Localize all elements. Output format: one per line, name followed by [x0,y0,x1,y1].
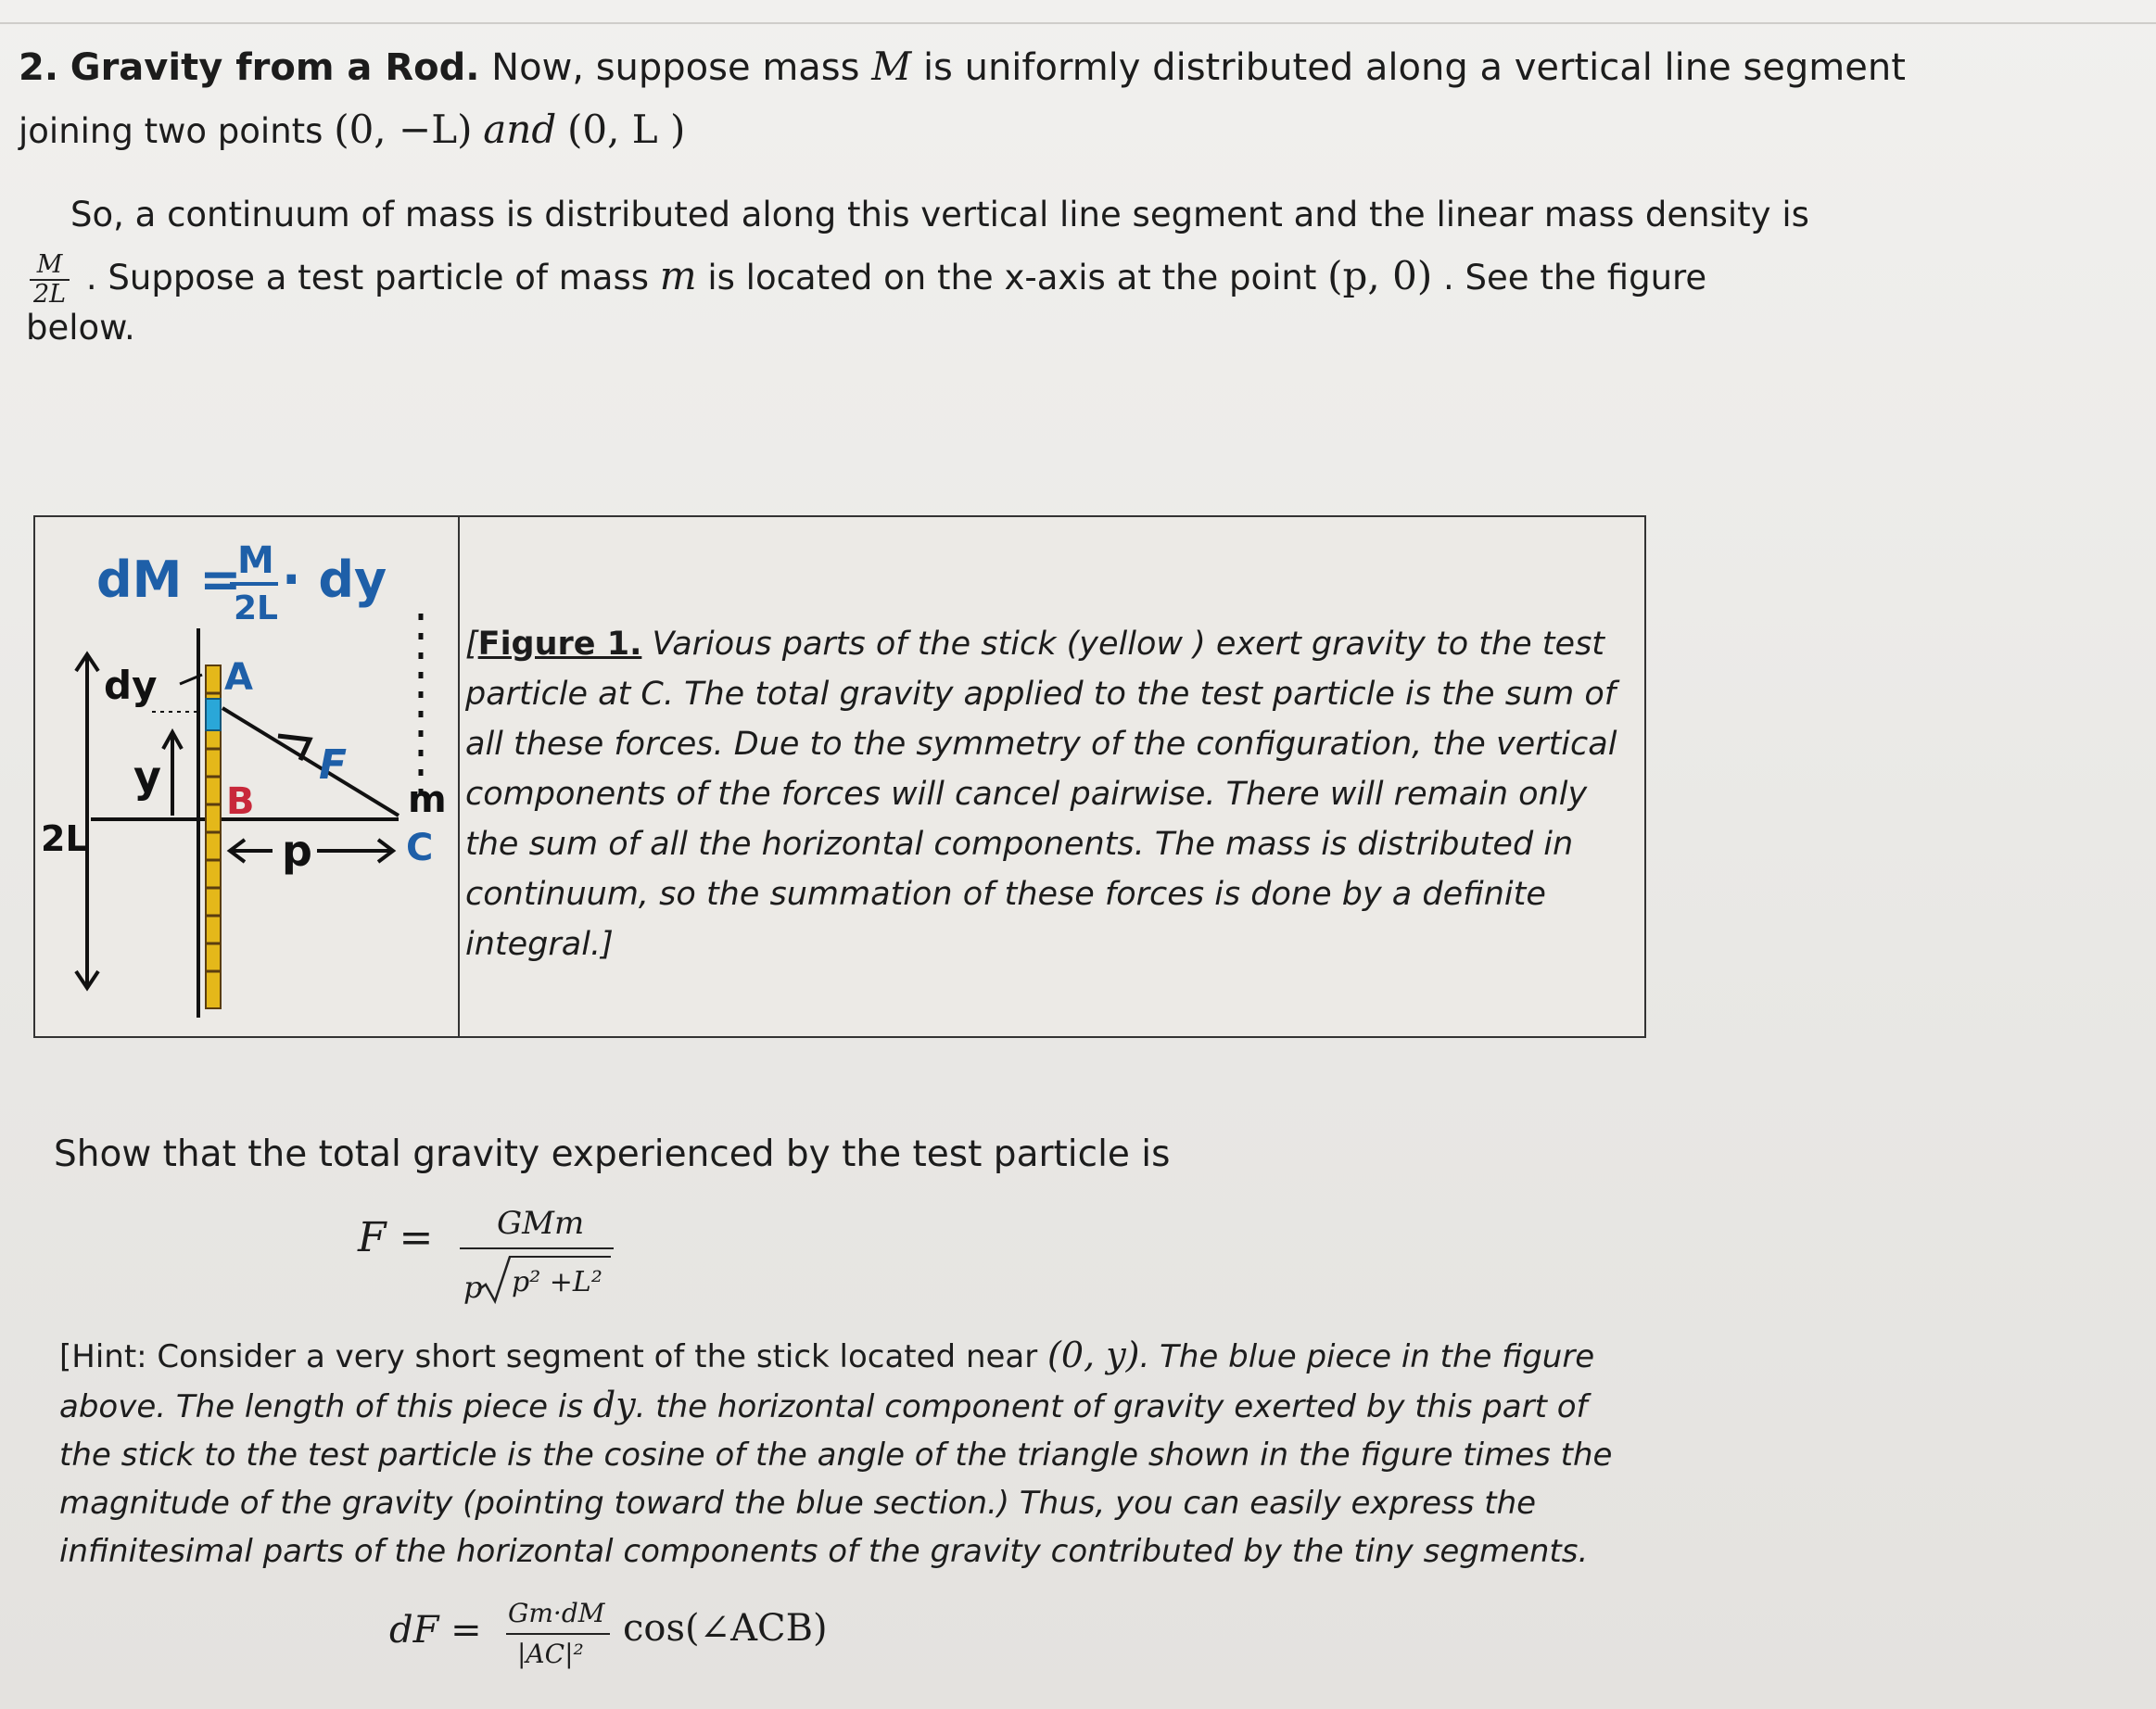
dm-label: dM = [96,551,242,609]
hint-paragraph [59,1331,1635,1576]
hint-text-b: . the horizontal component of gravity exerted by this part of the stick to the test particle is the cosine of the angle of the triangle shown in the figure times the magnitude of the gravity (pointing toward the blue section.) Thus, you can easily express the infinitesimal parts of the horizontal components of the gravity contributed by the tiny segments. [59,1388,1613,1570]
paragraph-text-d: . See the figure [1443,258,1707,297]
hint-text-a: . The blue piece in the figure above. The length of this piece is [59,1338,1595,1425]
point-2: (0, L ) [567,107,686,152]
formula-f-bar [460,1247,614,1249]
formula-f-den-p: p [463,1270,483,1305]
dm-numerator: M [237,539,274,582]
show-that-text [54,1129,1170,1181]
formula-df-lhs: dF = [389,1609,482,1652]
formula-f-lhs: F = [358,1214,434,1261]
p-label: p [282,826,312,876]
point-1: (0, −L) [334,107,473,152]
intro-text-c: joining two points [19,111,323,151]
point-p: (p, 0) [1327,253,1433,298]
radical-bar [509,1256,611,1258]
problem-title: Gravity from a Rod. [70,46,480,89]
hint-open: [Hint: Consider a very short segment of the stick located near [59,1338,1038,1375]
density-denominator: 2L [33,279,67,309]
rod-sketch [35,517,458,1032]
paragraph-text-e: below. [26,308,135,348]
and-word: and [483,107,557,152]
density-fraction [30,251,70,309]
show-that-sentence: Show that the total gravity experienced by the test particle is [54,1133,1171,1175]
hint-dy: dy [592,1385,636,1425]
formula-df-bar [506,1633,610,1635]
caption-label: Figure 1. [477,626,642,663]
point-a-label: A [224,656,253,699]
formula-f-den-radicand: p² +L² [512,1266,602,1298]
problem-number: 2. [19,46,59,89]
top-divider [0,0,2156,24]
intro-text-a: Now, suppose mass [491,46,860,89]
hint-point: (0, y) [1047,1335,1140,1375]
paragraph-text-c: is located on the x-axis at the point [707,258,1317,297]
radical-sign [476,1253,514,1305]
mass-label: m [408,779,447,821]
density-numerator: M [30,251,70,281]
caption-open-bracket: [ [465,626,478,663]
paragraph-line-3 [26,302,135,354]
formula-df-denominator: |AC|² [517,1639,584,1669]
paragraph-text-a: So, a continuum of mass is distributed along this vertical line segment and the linear mass density is [70,195,1809,234]
rod-element-dy [206,699,221,730]
test-mass-symbol: m [659,253,697,298]
formula-f-numerator: GMm [497,1205,585,1242]
paragraph-line-1 [70,189,1809,241]
point-b-label: B [226,780,255,823]
mass-symbol: M [871,44,912,89]
caption-text: Various parts of the stick (yellow ) exert gravity to the test particle at C. The total gravity applied to the test particle is the sum of all these forces. Due to the symmetry of the configuration, the vertical components of the forces will cancel pairwise. There will remain only the sum of all the horizontal components. The mass is distributed in continuum, so the summation of these forces is done by a definite integral.] [465,626,1617,963]
formula-df-tail: cos(∠ACB) [623,1607,828,1650]
dy-label: dy [104,663,158,708]
point-c-label: C [406,827,434,869]
paragraph-line-2 [24,250,1706,309]
dm-tail: · dy [282,551,387,609]
paragraph-text-b: . Suppose a test particle of mass [85,258,649,297]
intro-line-2 [19,104,685,158]
intro-text-b: is uniformly distributed along a vertical line segment [922,46,1906,89]
length-label: 2L [41,818,88,859]
figure-divider [458,517,460,1036]
dm-denominator: 2L [234,589,278,627]
figure-caption [465,619,1642,969]
formula-df-numerator: Gm·dM [508,1598,605,1628]
problem-heading [19,41,1906,94]
force-label: F [319,741,348,789]
figure-box [33,515,1646,1038]
y-label: y [133,752,161,802]
